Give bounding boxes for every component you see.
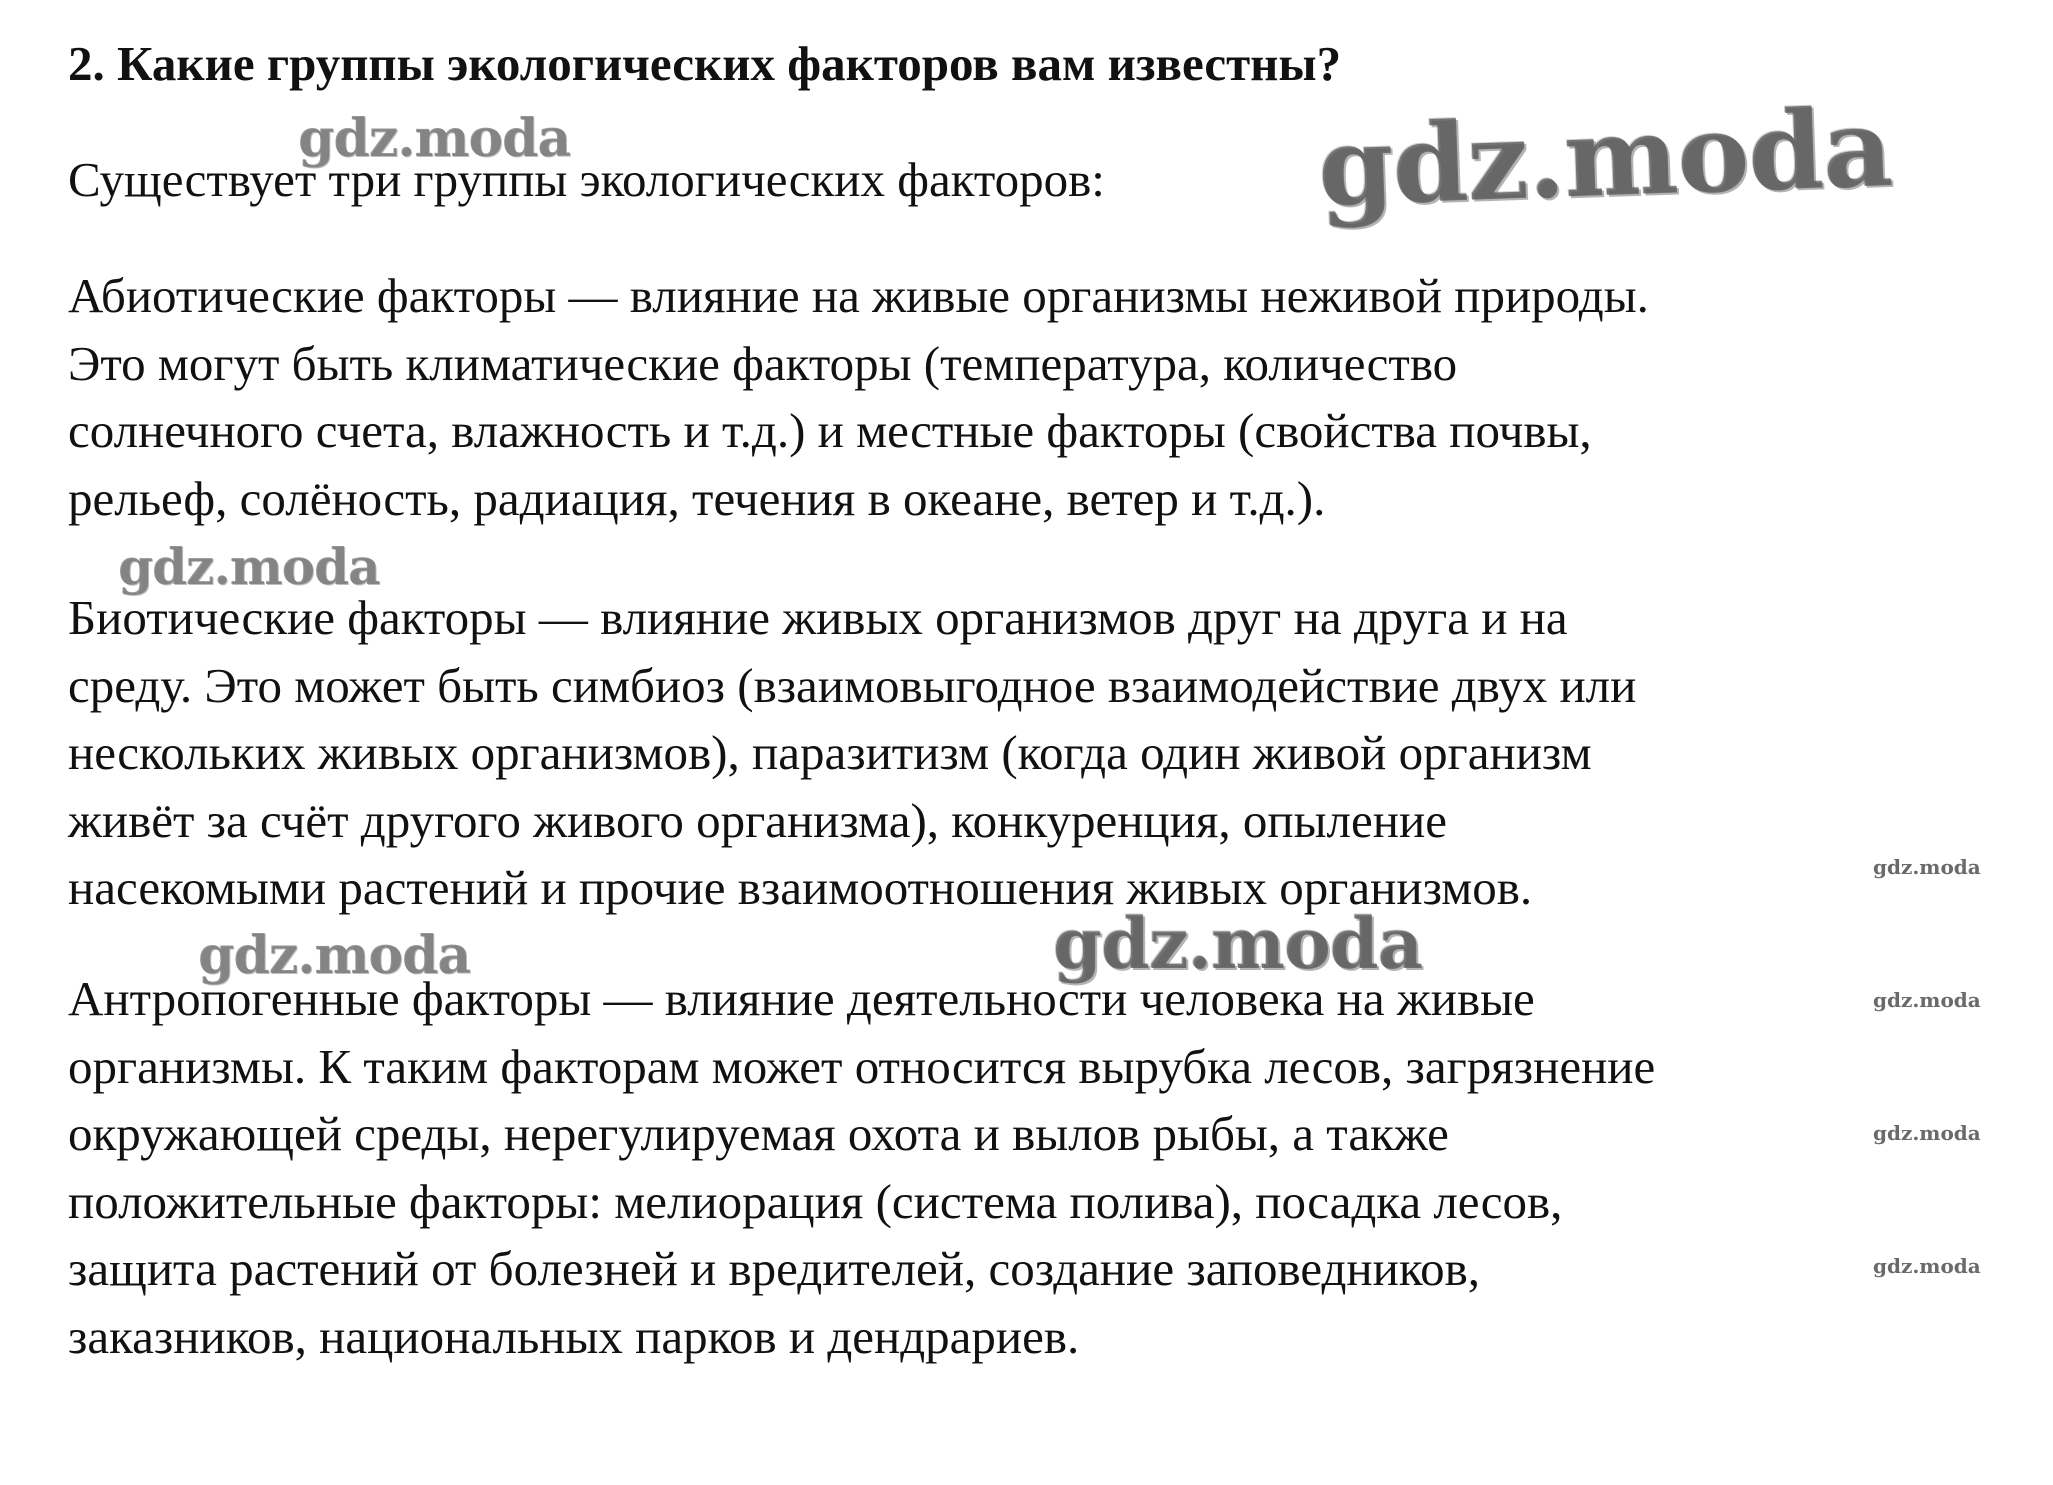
- text-line: солнечного счета, влажность и т.д.) и местные факторы (свойства почвы,: [68, 403, 1592, 458]
- text-line: заказников, национальных парков и дендрариев.: [68, 1308, 1080, 1364]
- text-line: Биотические факторы — влияние живых организмов друг на друга и на: [68, 590, 1568, 645]
- paragraph-biotic-factors: [68, 584, 2028, 922]
- text-line: положительные факторы: мелиорация (система полива), посадка лесов,: [68, 1173, 1563, 1229]
- watermark: gdz.moda: [1873, 855, 1981, 879]
- text-line: живёт за счёт другого живого организма), конкуренция, опыление: [68, 792, 1447, 848]
- paragraph-abiotic-factors: [68, 262, 2028, 532]
- watermark: gdz.moda: [1873, 1254, 1981, 1278]
- watermark: gdz.moda: [198, 925, 471, 986]
- text-line: окружающей среды, нерегулируемая охота и вылов рыбы, а также: [68, 1106, 1449, 1161]
- text-line: защита растений от болезней и вредителей, создание заповедников,: [68, 1241, 1481, 1296]
- text-line: организмы. К таким факторам может относится вырубка лесов, загрязнение: [68, 1038, 1656, 1094]
- text-line: Абиотические факторы — влияние на живые организмы неживой природы.: [68, 268, 1649, 323]
- intro-text: Существует три группы экологических факторов:: [68, 152, 1105, 207]
- watermark: gdz.moda: [1873, 988, 1981, 1012]
- question-heading: 2. Какие группы экологических факторов вам известны?: [68, 36, 1342, 91]
- watermark: gdz.moda: [1873, 1121, 1981, 1145]
- watermark: gdz.moda: [298, 108, 571, 169]
- text-line: среду. Это может быть симбиоз (взаимовыгодное взаимодействие двух или: [68, 657, 1637, 713]
- text-line: рельеф, солёность, радиация, течения в океане, ветер и т.д.).: [68, 470, 1326, 526]
- watermark: gdz.moda: [1053, 902, 1423, 985]
- watermark: gdz.moda: [1315, 85, 1894, 231]
- text-line: Это могут быть климатические факторы (температура, количество: [68, 335, 1458, 391]
- text-line: нескольких живых организмов), паразитизм (когда один живой организм: [68, 725, 1592, 780]
- text-line: Антропогенные факторы — влияние деятельности человека на живые: [68, 971, 1535, 1026]
- text-line: насекомыми растений и прочие взаимоотношения живых организмов.: [68, 860, 1533, 915]
- watermark: gdz.moda: [118, 537, 380, 596]
- paragraph-anthropogenic-factors: [68, 965, 2028, 1370]
